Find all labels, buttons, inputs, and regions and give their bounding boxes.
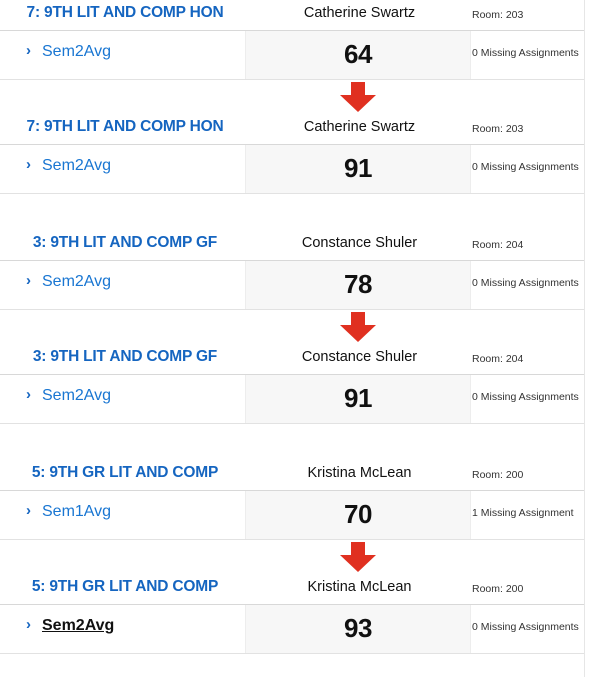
course-block-before-1 bbox=[0, 0, 584, 80]
right-margin bbox=[584, 0, 600, 677]
course-block-before-2 bbox=[0, 230, 584, 310]
room-label: Room: 204 bbox=[472, 239, 524, 251]
missing-cell bbox=[470, 145, 584, 193]
chevron-right-icon[interactable]: › bbox=[26, 386, 31, 403]
score-cell bbox=[245, 31, 471, 79]
arrow-head bbox=[340, 325, 376, 342]
term-label[interactable]: Sem1Avg bbox=[42, 503, 112, 520]
arrow-container-2 bbox=[0, 310, 600, 344]
course-header[interactable] bbox=[0, 460, 584, 491]
teacher-name: Kristina McLean bbox=[307, 465, 412, 481]
missing-assignments-text: 0 Missing Assignments bbox=[472, 391, 579, 403]
course-title[interactable]: 5: 9TH GR LIT AND COMP bbox=[31, 578, 219, 595]
teacher-name: Catherine Swartz bbox=[303, 119, 416, 135]
arrow-stem bbox=[351, 312, 365, 326]
down-arrow-icon bbox=[340, 82, 376, 112]
chevron-right-icon[interactable]: › bbox=[26, 502, 31, 519]
arrow-container-1 bbox=[0, 80, 600, 114]
score-value: 70 bbox=[344, 499, 372, 529]
course-title[interactable]: 3: 9TH LIT AND COMP GF bbox=[32, 348, 218, 365]
score-value: 91 bbox=[344, 383, 372, 413]
missing-assignments-text: 0 Missing Assignments bbox=[472, 161, 579, 173]
term-label[interactable]: Sem2Avg bbox=[42, 157, 112, 174]
teacher-name: Catherine Swartz bbox=[303, 5, 416, 21]
course-block-after-3 bbox=[0, 574, 584, 654]
teacher-name: Constance Shuler bbox=[301, 235, 418, 251]
missing-cell bbox=[470, 605, 584, 653]
missing-cell bbox=[470, 31, 584, 79]
score-value: 91 bbox=[344, 153, 372, 183]
grade-row[interactable] bbox=[0, 605, 584, 654]
room-label: Room: 200 bbox=[472, 469, 524, 481]
chevron-right-icon[interactable]: › bbox=[26, 42, 31, 59]
course-header[interactable] bbox=[0, 0, 584, 31]
score-cell bbox=[245, 145, 471, 193]
term-label[interactable]: Sem2Avg bbox=[42, 617, 115, 634]
term-cell[interactable] bbox=[0, 31, 245, 79]
missing-cell bbox=[470, 491, 584, 539]
course-block-after-1 bbox=[0, 114, 584, 194]
grade-row[interactable] bbox=[0, 375, 584, 424]
score-value: 64 bbox=[344, 39, 372, 69]
grade-row[interactable] bbox=[0, 261, 584, 310]
room-label: Room: 200 bbox=[472, 583, 524, 595]
course-title[interactable]: 5: 9TH GR LIT AND COMP bbox=[31, 464, 219, 481]
term-cell[interactable] bbox=[0, 145, 245, 193]
course-block-after-2 bbox=[0, 344, 584, 424]
score-value: 78 bbox=[344, 269, 372, 299]
course-title[interactable]: 7: 9TH LIT AND COMP HON bbox=[26, 118, 224, 135]
course-title[interactable]: 7: 9TH LIT AND COMP HON bbox=[26, 4, 224, 21]
course-header[interactable] bbox=[0, 230, 584, 261]
down-arrow-icon bbox=[340, 312, 376, 342]
arrow-stem bbox=[351, 82, 365, 96]
missing-cell bbox=[470, 261, 584, 309]
missing-assignments-text: 0 Missing Assignments bbox=[472, 621, 579, 633]
room-label: Room: 203 bbox=[472, 123, 524, 135]
section-gap bbox=[0, 424, 600, 460]
missing-assignments-text: 0 Missing Assignments bbox=[472, 277, 579, 289]
grade-row[interactable] bbox=[0, 145, 584, 194]
grade-row[interactable] bbox=[0, 31, 584, 80]
score-value: 93 bbox=[344, 613, 372, 643]
score-cell bbox=[245, 605, 471, 653]
term-label[interactable]: Sem2Avg bbox=[42, 387, 112, 404]
teacher-name: Kristina McLean bbox=[307, 579, 412, 595]
missing-cell bbox=[470, 375, 584, 423]
teacher-name: Constance Shuler bbox=[301, 349, 418, 365]
course-header[interactable] bbox=[0, 114, 584, 145]
score-cell bbox=[245, 261, 471, 309]
term-label[interactable]: Sem2Avg bbox=[42, 43, 112, 60]
arrow-stem bbox=[351, 542, 365, 556]
term-cell[interactable] bbox=[0, 491, 245, 539]
course-title[interactable]: 3: 9TH LIT AND COMP GF bbox=[32, 234, 218, 251]
chevron-right-icon[interactable]: › bbox=[26, 616, 31, 633]
down-arrow-icon bbox=[340, 542, 376, 572]
course-header[interactable] bbox=[0, 574, 584, 605]
score-cell bbox=[245, 491, 471, 539]
missing-assignments-text: 1 Missing Assignment bbox=[472, 507, 574, 519]
arrow-container-3 bbox=[0, 540, 600, 574]
room-label: Room: 204 bbox=[472, 353, 524, 365]
section-gap bbox=[0, 194, 600, 230]
course-header[interactable] bbox=[0, 344, 584, 375]
arrow-head bbox=[340, 95, 376, 112]
chevron-right-icon[interactable]: › bbox=[26, 156, 31, 173]
chevron-right-icon[interactable]: › bbox=[26, 272, 31, 289]
arrow-head bbox=[340, 555, 376, 572]
room-label: Room: 203 bbox=[472, 9, 524, 21]
course-block-before-3 bbox=[0, 460, 584, 540]
grade-row[interactable] bbox=[0, 491, 584, 540]
missing-assignments-text: 0 Missing Assignments bbox=[472, 47, 579, 59]
term-cell[interactable] bbox=[0, 605, 245, 653]
term-cell[interactable] bbox=[0, 375, 245, 423]
score-cell bbox=[245, 375, 471, 423]
term-cell[interactable] bbox=[0, 261, 245, 309]
term-label[interactable]: Sem2Avg bbox=[42, 273, 112, 290]
